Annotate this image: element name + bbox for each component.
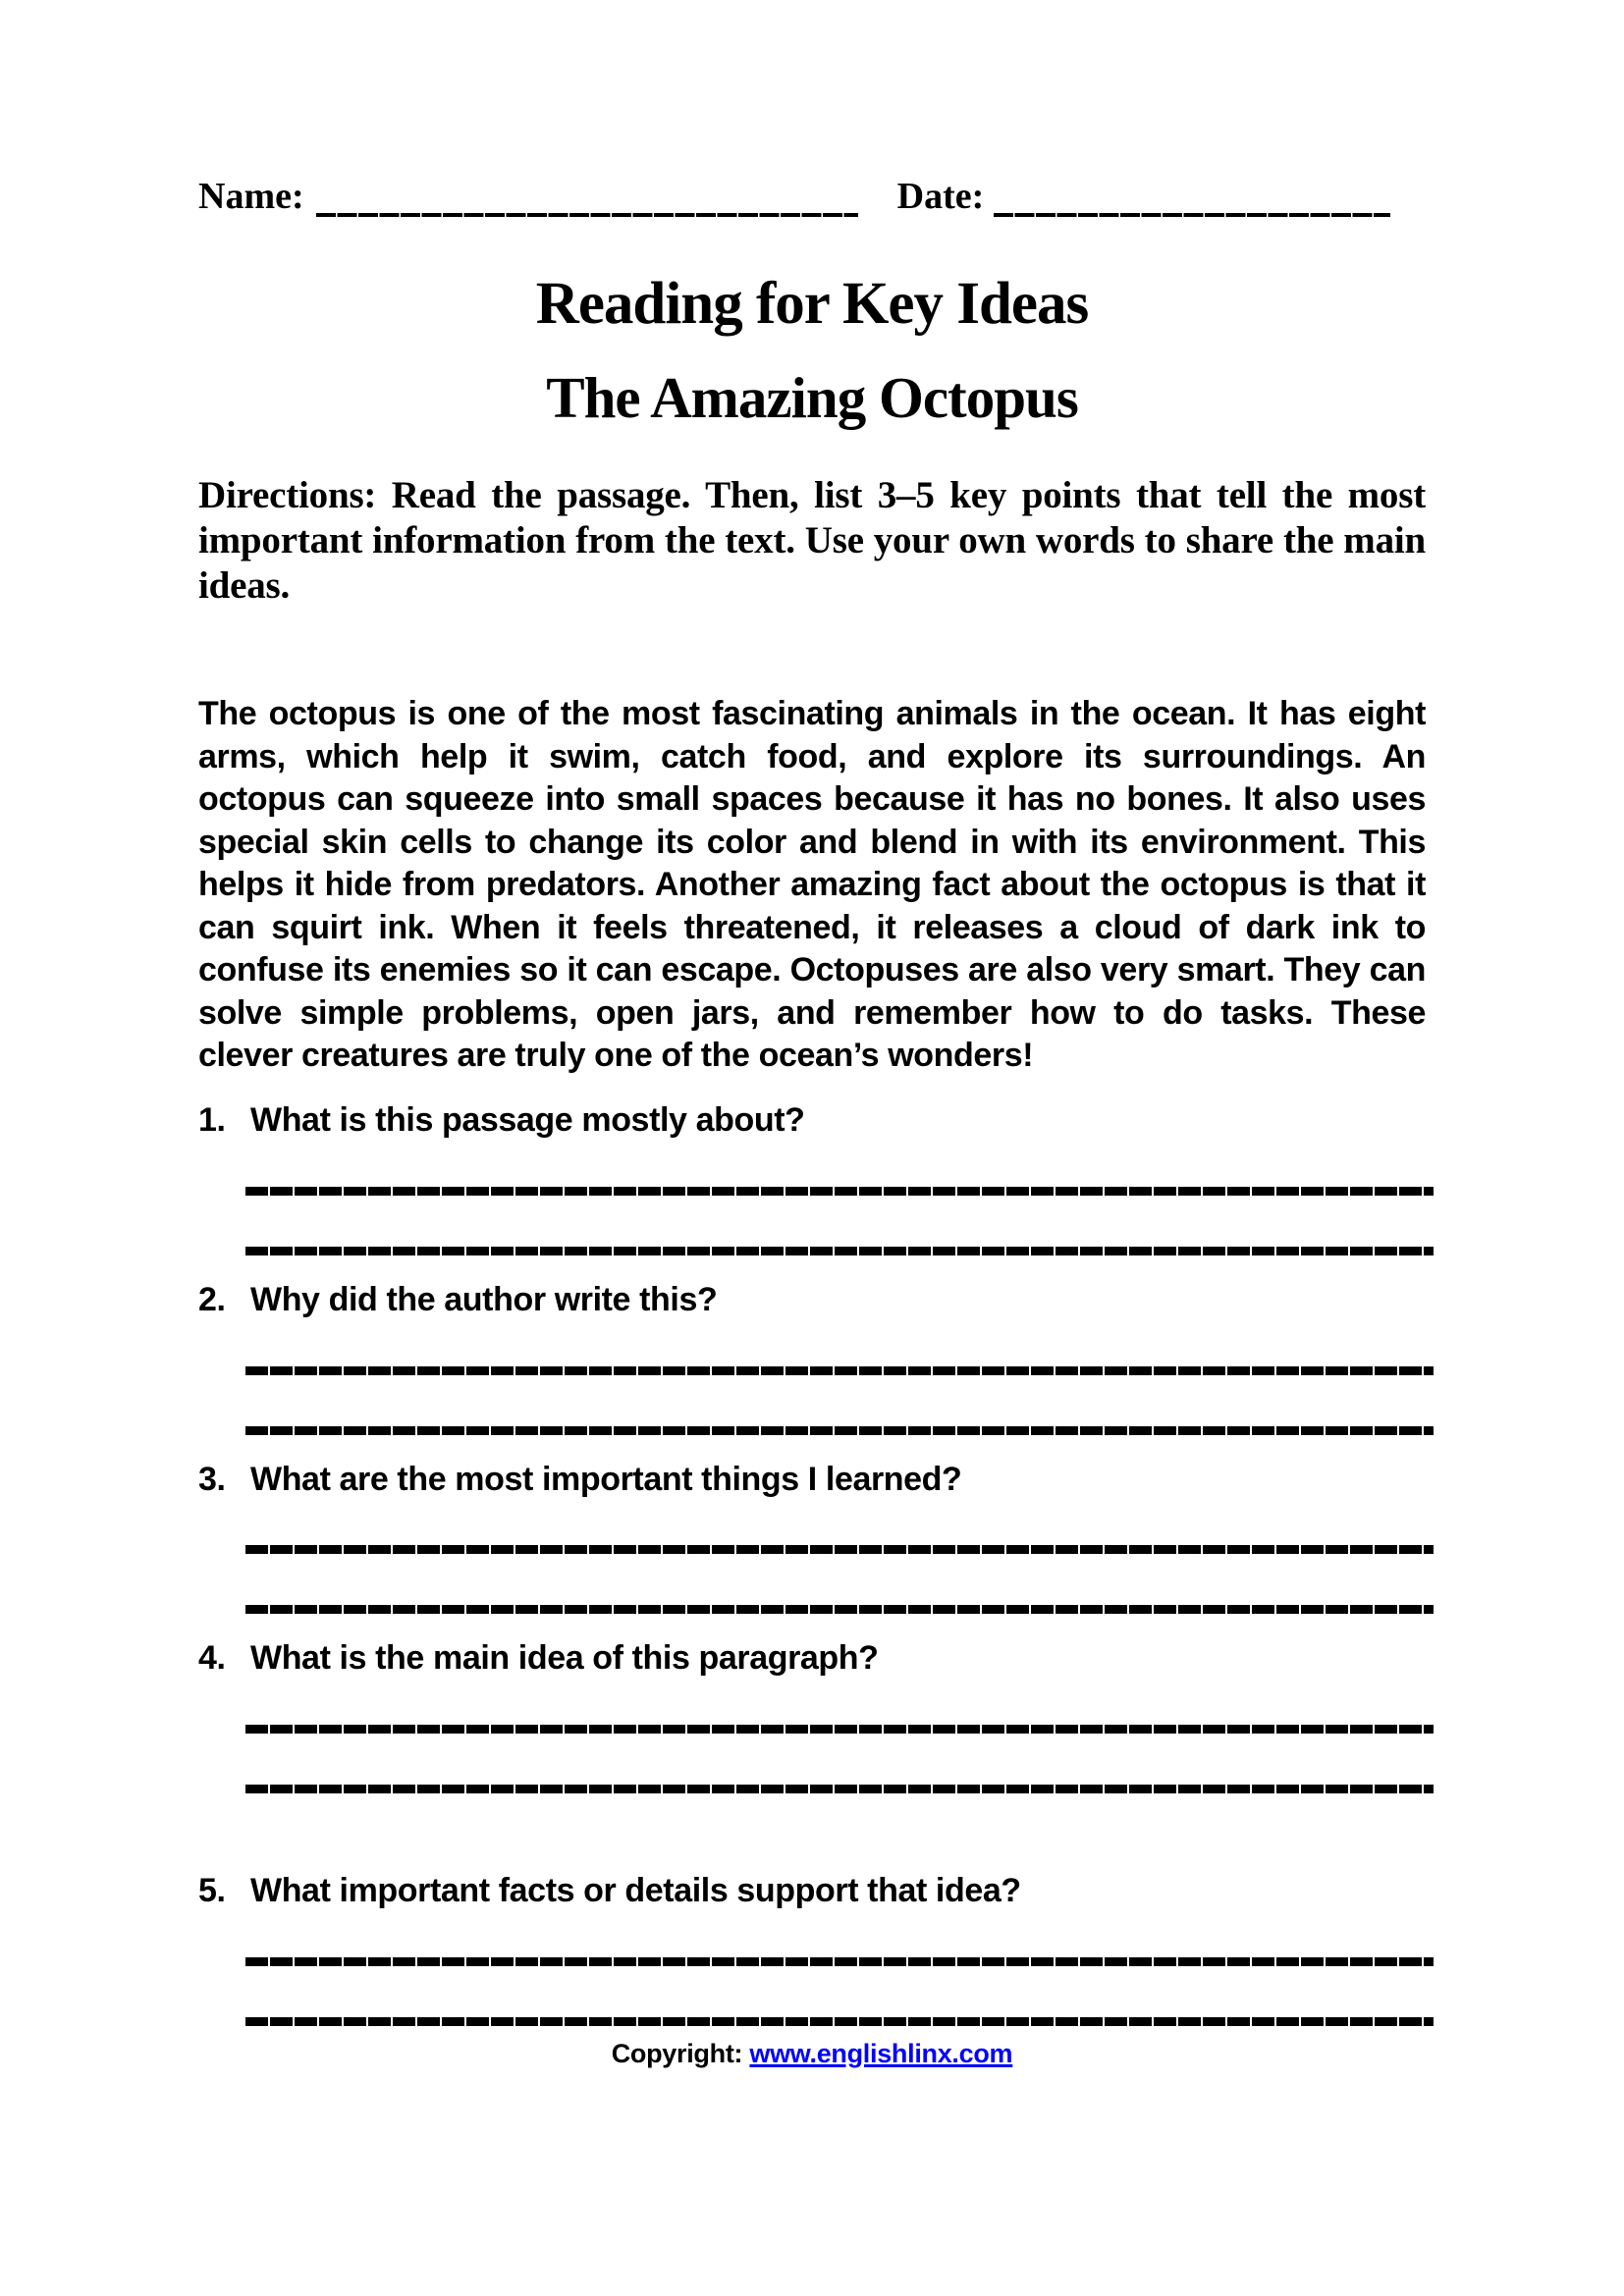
name-blank-line: [316, 184, 858, 217]
answer-blank-line: [245, 1545, 1434, 1554]
answer-blank-line: [245, 1366, 1434, 1375]
answer-blank-line: [245, 1247, 1434, 1255]
copyright-label: Copyright:: [611, 2039, 750, 2069]
question-1-text: What is this passage mostly about?: [250, 1100, 805, 1139]
passage-title: The Amazing Octopus: [546, 365, 1078, 431]
answer-blank-line: [245, 1426, 1434, 1435]
question-3: [198, 1459, 1426, 1615]
passage-text: The octopus is one of the most fascinating animals in the ocean. It has eight arms, which help it swim, catch food, and explore its surroundings. An octopus can squeeze into small spaces because it has no bones. It also uses special skin cells to change its color and blend in with its environment. This helps it hide from predators. Another amazing fact about the octopus is that it can squirt ink. When it feels threatened, it releases a cloud of dark ink to confuse its enemies so it can escape. Octopuses are also very smart. They can solve simple problems, open jars, and remember how to do tasks. These clever creatures are truly one of the ocean’s wonders!: [198, 695, 1426, 1075]
question-5-number: 5.: [198, 1872, 226, 1910]
question-5: [198, 1870, 1426, 2026]
question-4: [198, 1637, 1426, 1793]
question-4-text: What is the main idea of this paragraph?: [250, 1639, 879, 1678]
question-2-number: 2.: [198, 1280, 226, 1318]
name-date-row: [198, 175, 1426, 218]
question-4-number: 4.: [198, 1639, 226, 1678]
question-2-text: Why did the author write this?: [250, 1280, 718, 1318]
answer-blank-line: [245, 1785, 1434, 1793]
directions-text: Directions: Read the passage. Then, list 3–5 key points that tell the most important information from the text. Use your own words to share the main ideas.: [198, 474, 1426, 608]
question-2: [198, 1279, 1426, 1435]
question-5-text: What important facts or details support that idea?: [250, 1872, 1021, 1910]
answer-blank-line: [245, 1605, 1434, 1614]
footer: [198, 2038, 1426, 2071]
question-3-number: 3.: [198, 1460, 226, 1498]
name-label: Name:: [198, 176, 304, 217]
answer-blank-line: [245, 1957, 1434, 1966]
date-blank-line: [994, 184, 1390, 217]
question-3-text: What are the most important things I learned?: [250, 1460, 962, 1498]
question-1-number: 1.: [198, 1100, 226, 1139]
worksheet-title: Reading for Key Ideas: [535, 270, 1089, 337]
answer-blank-line: [245, 1187, 1434, 1196]
answer-blank-line: [245, 1725, 1434, 1734]
answer-blank-line: [245, 2017, 1434, 2026]
copyright-link[interactable]: www.englishlinx.com: [749, 2039, 1013, 2069]
date-label: Date:: [896, 176, 985, 217]
question-1: [198, 1099, 1426, 1255]
